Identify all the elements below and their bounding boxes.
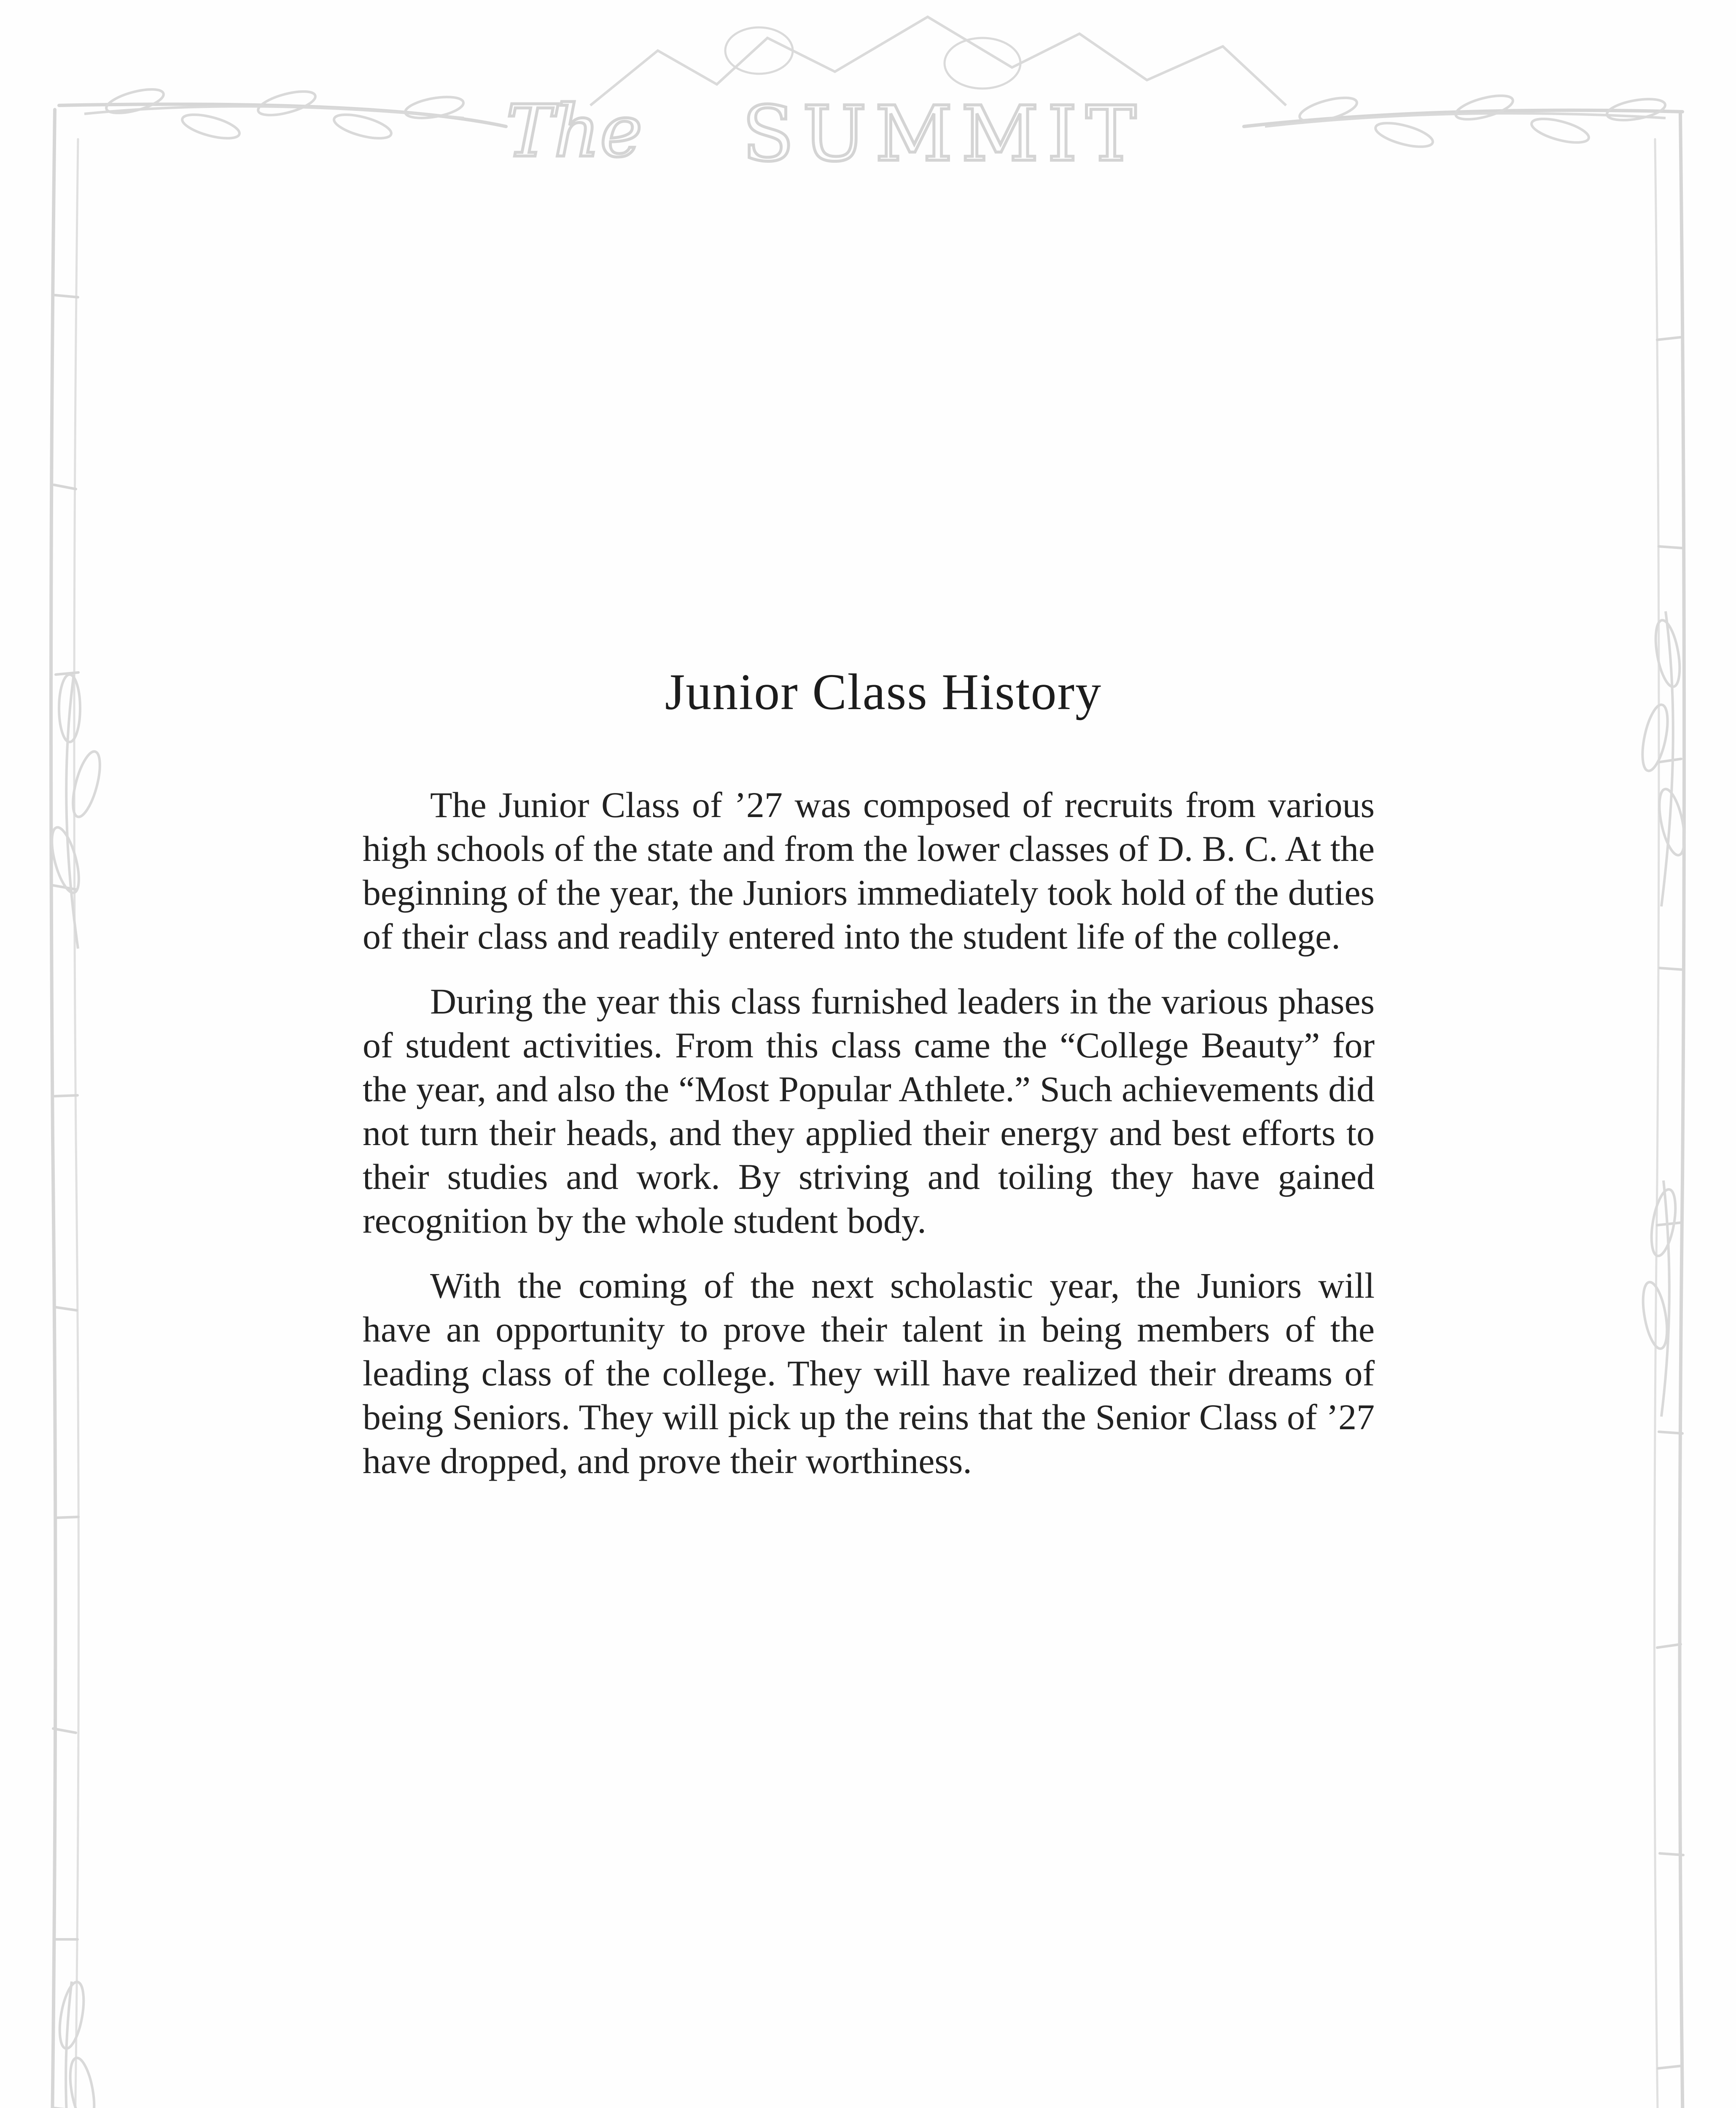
banner-summit: SUMMIT: [742, 90, 1145, 178]
leaf-sprig-right-lower: [1639, 1180, 1679, 1417]
leaf-sprig-left: [46, 675, 105, 949]
main-content: [363, 664, 1375, 1504]
leaf-sprig-top-right: [1265, 91, 1667, 152]
leaf-sprig-top-left: [84, 85, 465, 143]
border-right-line: [1680, 114, 1685, 2108]
page-title: Junior Class History: [665, 664, 1102, 721]
summit-banner: [506, 17, 1286, 178]
paragraph-2: During the year this class furnished leaders in the various phases of student activities. From this class came the “College Beauty” for the year, and also the “Most Popular Athlete.” Such achievements did not turn their heads, and they applied their energy and best efforts to their studies and work. By striving and toiling they have gained recognition by the whole student body.: [363, 981, 1375, 1241]
paragraph-3: With the coming of the next scholastic year, the Juniors will have an opportunity to prove their talent in being members of the leading class of the college. They will have realized their dreams of being Seniors. They will pick up the reins that the Senior Class of ’27 have dropped, and prove their worthiness.: [363, 1265, 1375, 1482]
banner-the: The: [506, 90, 643, 173]
paragraph-1: The Junior Class of ’27 was composed of recruits from various high schools of the state and from the lower classes of D. B. C. At the beginning of the year, the Juniors immediately took hold of the duties of their class and readily entered into the student life of the college.: [363, 785, 1375, 957]
border-left-line: [51, 110, 55, 2108]
